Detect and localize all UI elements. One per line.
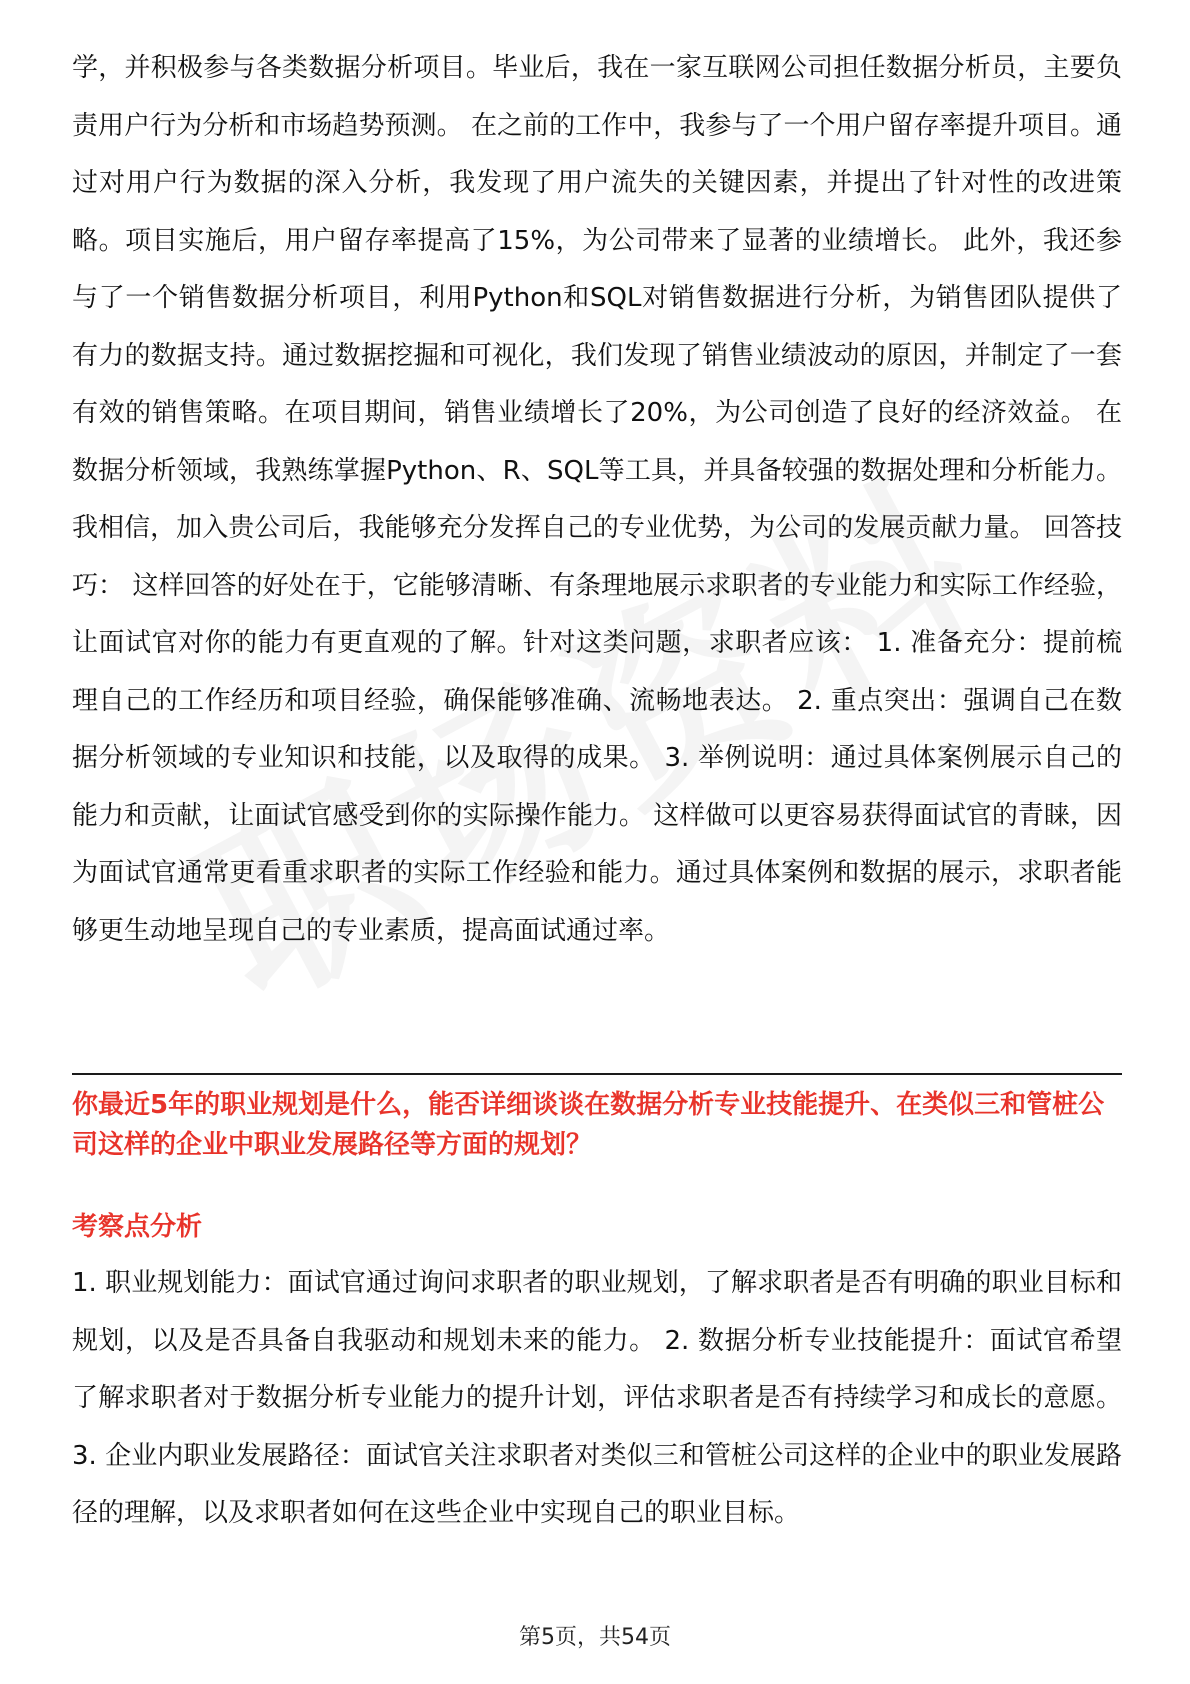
page-number-footer: 第5页，共54页 xyxy=(519,1625,671,1650)
analysis-paragraph: 1. 职业规划能力：面试官通过询问求职者的职业规划，了解求职者是否有明确的职业目标和规划，以及是否具备自我驱动和规划未来的能力。 2. 数据分析专业技能提升：面试官希望了解求职者对于数据分析专业能力的提升计划，评估求职者是否有持续学习和成长的意愿。 3. 企业内职业发展路径：面试官关注求职者对类似三和管桩公司这样的企业中的职业发展路径的理解，以及求职者如何在这些企业中实现自己的职业目标。 xyxy=(72,1268,1122,1528)
interview-question: 你最近5年的职业规划是什么，能否详细谈谈在数据分析专业技能提升、在类似三和管桩公司这样的企业中职业发展路径等方面的规划？ xyxy=(72,1090,1105,1160)
section-divider xyxy=(72,1073,1122,1075)
analysis-section-title: 考察点分析 xyxy=(72,1212,203,1242)
answer-continuation-paragraph: 学，并积极参与各类数据分析项目。毕业后，我在一家互联网公司担任数据分析员，主要负责用户行为分析和市场趋势预测。 在之前的工作中，我参与了一个用户留存率提升项目。通过对用户行为数据的深入分析，我发现了用户流失的关键因素，并提出了针对性的改进策略。项目实施后，用户留存率提高了15%，为公司带来了显著的业绩增长。 此外，我还参与了一个销售数据分析项目，利用Python和SQL对销售数据进行分析，为销售团队提供了有力的数据支持。通过数据挖掘和可视化，我们发现了销售业绩波动的原因，并制定了一套有效的销售策略。在项目期间，销售业绩增长了20%，为公司创造了良好的经济效益。 在数据分析领域，我熟练掌握Python、R、SQL等工具，并具备较强的数据处理和分析能力。我相信，加入贵公司后，我能够充分发挥自己的专业优势，为公司的发展贡献力量。 回答技巧： 这样回答的好处在于，它能够清晰、有条理地展示求职者的专业能力和实际工作经验，让面试官对你的能力有更直观的了解。针对这类问题，求职者应该： 1. 准备充分：提前梳理自己的工作经历和项目经验，确保能够准确、流畅地表达。 2. 重点突出：强调自己在数据分析领域的专业知识和技能，以及取得的成果。 3. 举例说明：通过具体案例展示自己的能力和贡献，让面试官感受到你的实际操作能力。 这样做可以更容易获得面试官的青睐，因为面试官通常更看重求职者的实际工作经验和能力。通过具体案例和数据的展示，求职者能够更生动地呈现自己的专业素质，提高面试通过率。 xyxy=(72,53,1122,946)
